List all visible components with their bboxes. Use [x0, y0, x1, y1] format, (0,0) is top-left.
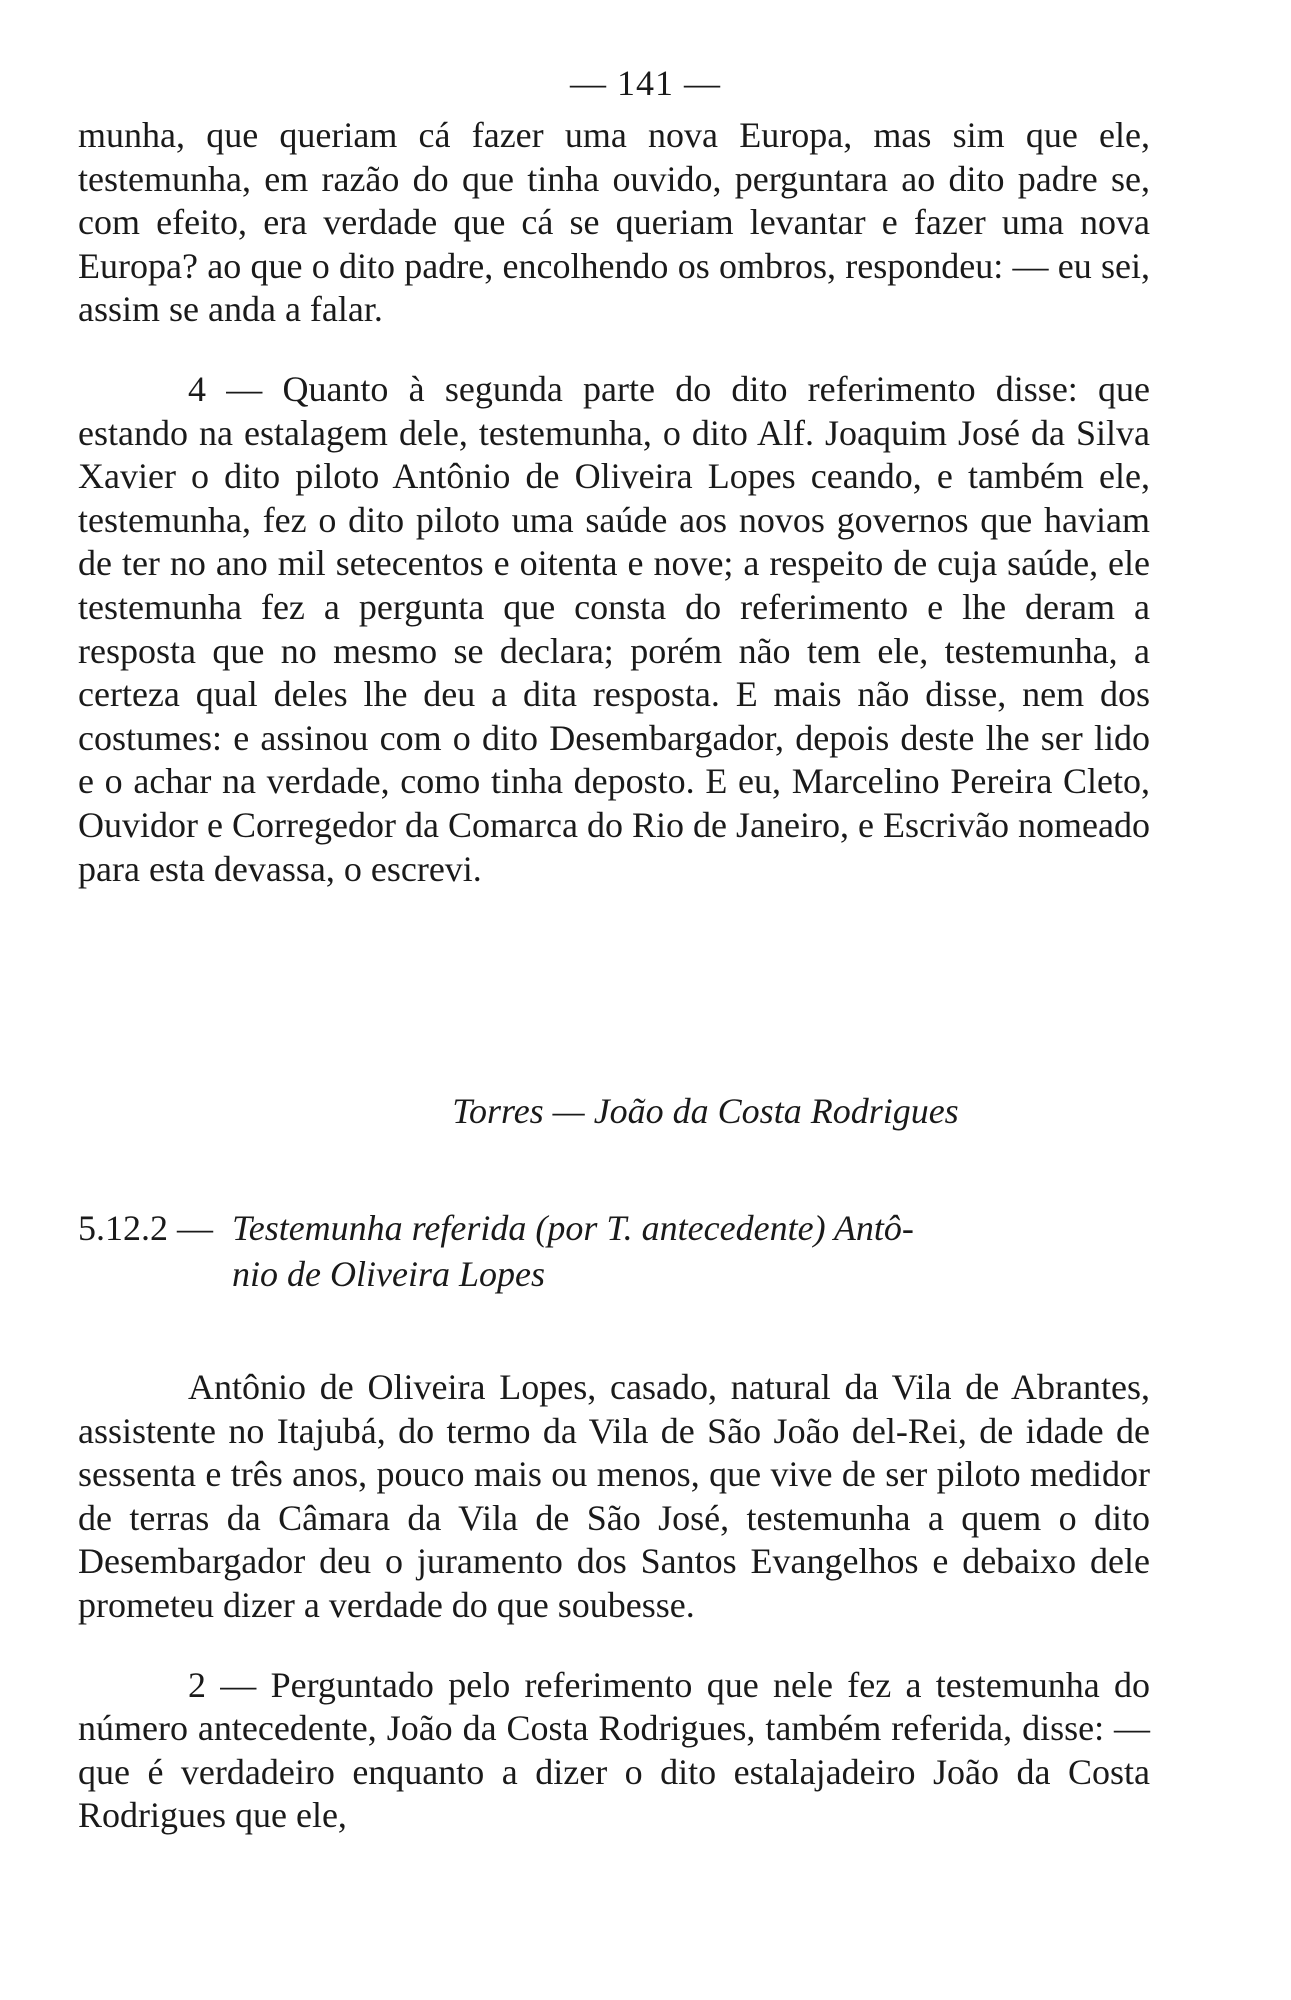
section-title-line1: Testemunha referida (por T. antecedente) Antô- [232, 1208, 914, 1248]
text-block-top [78, 114, 1150, 891]
paragraph-item-2: 2 — Perguntado pelo referimento que nele fez a testemunha do número antecedente, João da Costa Rodrigues, também referida, disse: — que é verdadeiro enquanto a dizer o dito estalajadeiro João da Costa Rodrigues que ele, [78, 1664, 1150, 1836]
section-title-line2: nio de Oliveira Lopes [232, 1254, 545, 1294]
section-number: 5.12.2 — [78, 1208, 213, 1248]
section-heading [78, 1205, 1150, 1297]
paragraph-continuation: munha, que queriam cá fazer uma nova Europa, mas sim que ele, testemunha, em razão do que tinha ouvido, perguntara ao dito padre se, com efeito, era verdade que cá se queriam levantar e fazer uma nova Europa? ao que o dito padre, encolhendo os ombros, respondeu: — eu sei, assim se anda a falar. [78, 115, 1150, 330]
paragraph-item-4: 4 — Quanto à segunda parte do dito referimento disse: que estando na estalagem dele, testemunha, o dito Alf. Joaquim José da Silva Xavier o dito piloto Antônio de Oliveira Lopes ceando, e também ele, testemunha, fez o dito piloto uma saúde aos novos governos que haviam de ter no ano mil setecentos e oitenta e nove; a respeito de cuja saúde, ele testemunha fez a pergunta que consta do referimento e lhe deram a resposta que no mesmo se declara; porém não tem ele, testemunha, a certeza qual deles lhe deu a dita resposta. E mais não disse, nem dos costumes: e assinou com o dito Desembargador, depois deste lhe ser lido e o achar na verdade, como tinha deposto. E eu, Marcelino Pereira Cleto, Ouvidor e Corregedor da Comarca do Rio de Janeiro, e Escrivão nomeado para esta devassa, o escrevi. [78, 368, 1150, 889]
paragraph-witness-intro: Antônio de Oliveira Lopes, casado, natural da Vila de Abrantes, assistente no Itajubá, do termo da Vila de São João del-Rei, de idade de sessenta e três anos, pouco mais ou menos, que vive de ser piloto medidor de terras da Câmara da Vila de São José, testemunha a quem o dito Desembargador deu o juramento dos Santos Evangelhos e debaixo dele prometeu dizer a verdade do que soubesse. [78, 1367, 1150, 1625]
signature-line: Torres — João da Costa Rodrigues [452, 1091, 959, 1131]
text-block-bottom [78, 1366, 1150, 1838]
page-number: — 141 — [570, 63, 721, 103]
